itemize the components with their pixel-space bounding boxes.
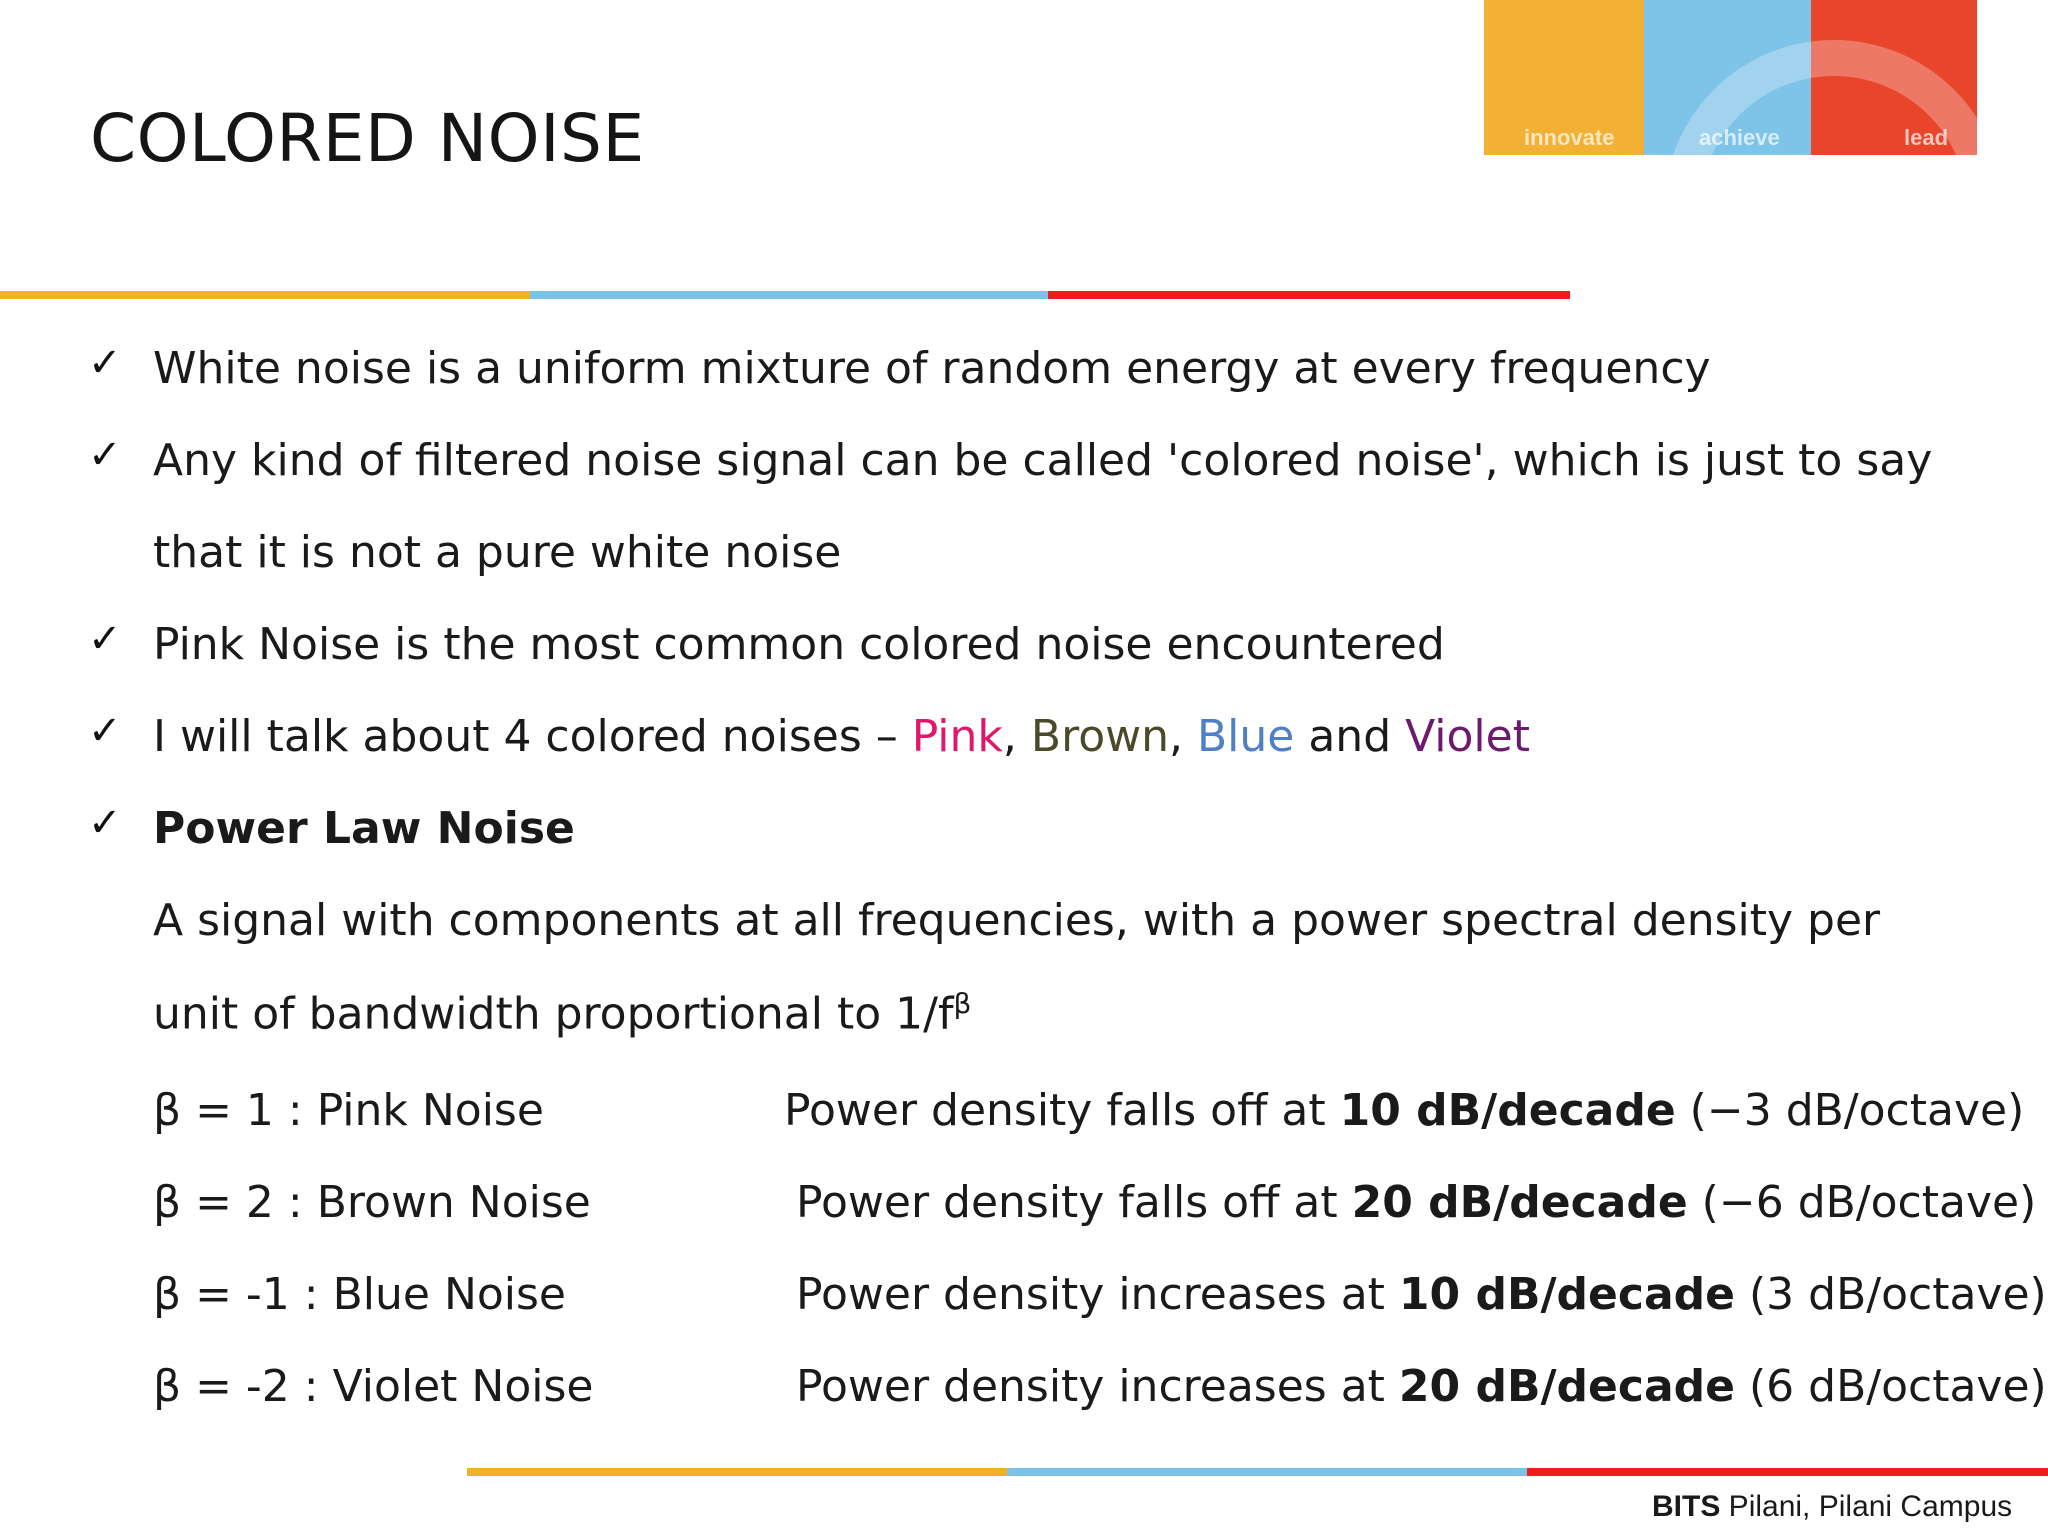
divider-top-red	[1048, 291, 1570, 299]
four-noises-prefix: I will talk about 4 colored noises –	[153, 711, 912, 762]
desc-pre: Power density increases at	[796, 1361, 1399, 1412]
bullet-pink-noise: Pink Noise is the most common colored noise encountered	[153, 619, 1445, 670]
word-blue: Blue	[1196, 711, 1295, 762]
desc-rate: 10 dB/decade	[1339, 1085, 1676, 1136]
beta-row-name: β = 1 : Pink Noise	[153, 1085, 544, 1136]
desc-pre: Power density falls off at	[784, 1085, 1340, 1136]
desc-post: (3 dB/octave)	[1735, 1269, 2047, 1320]
divider-bottom-orange	[467, 1468, 1007, 1476]
footer-bits: BITS	[1652, 1490, 1721, 1523]
beta-row-desc	[784, 1085, 2024, 1136]
bullet-white-noise: White noise is a uniform mixture of random energy at every frequency	[153, 343, 1711, 394]
logo-word-innovate: innovate	[1524, 125, 1615, 150]
power-law-heading: Power Law Noise	[153, 803, 575, 854]
beta-row-desc	[796, 1361, 2047, 1412]
separator: ,	[1169, 711, 1197, 762]
slide-title: COLORED NOISE	[90, 100, 645, 177]
bullet-colored-noise-line2: that it is not a pure white noise	[153, 527, 842, 578]
desc-post: (−3 dB/octave)	[1675, 1085, 2025, 1136]
bits-logo	[1484, 0, 1977, 155]
footer-campus-text: Pilani, Pilani Campus	[1720, 1490, 2013, 1523]
divider-top-orange	[0, 291, 530, 299]
desc-rate: 20 dB/decade	[1398, 1361, 1736, 1412]
beta-superscript: β	[953, 987, 972, 1020]
check-icon: ✓	[88, 616, 122, 662]
footer-campus	[1652, 1490, 2012, 1524]
desc-post: (6 dB/octave)	[1735, 1361, 2047, 1412]
power-law-line2-text: unit of bandwidth proportional to 1/f	[153, 988, 954, 1040]
word-and: and	[1294, 711, 1406, 762]
bullet-four-noises	[153, 711, 1530, 762]
desc-pre: Power density falls off at	[796, 1177, 1352, 1228]
beta-row-desc	[796, 1269, 2047, 1320]
power-law-line2	[153, 987, 971, 1040]
logo-word-achieve: achieve	[1699, 125, 1780, 150]
desc-post: (−6 dB/octave)	[1687, 1177, 2037, 1228]
check-icon: ✓	[88, 800, 122, 846]
check-icon: ✓	[88, 708, 122, 754]
desc-pre: Power density increases at	[796, 1269, 1399, 1320]
beta-row-desc	[796, 1177, 2036, 1228]
divider-bottom-red	[1527, 1468, 2048, 1476]
check-icon: ✓	[88, 340, 122, 386]
desc-rate: 20 dB/decade	[1351, 1177, 1688, 1228]
divider-bottom-blue	[1007, 1468, 1527, 1476]
beta-row-name: β = 2 : Brown Noise	[153, 1177, 591, 1228]
power-law-line1: A signal with components at all frequencies, with a power spectral density per	[153, 895, 1881, 946]
beta-row-name: β = -2 : Violet Noise	[153, 1361, 594, 1412]
bullet-colored-noise-line1: Any kind of filtered noise signal can be called 'colored noise', which is just to say	[153, 435, 1933, 486]
word-pink: Pink	[911, 711, 1003, 762]
logo-word-lead: lead	[1904, 125, 1949, 150]
divider-top-blue	[530, 291, 1048, 299]
check-icon: ✓	[88, 432, 122, 478]
desc-rate: 10 dB/decade	[1398, 1269, 1736, 1320]
beta-row-name: β = -1 : Blue Noise	[153, 1269, 566, 1320]
separator: ,	[1002, 711, 1031, 762]
word-brown: Brown	[1030, 711, 1169, 762]
word-violet: Violet	[1405, 711, 1530, 762]
